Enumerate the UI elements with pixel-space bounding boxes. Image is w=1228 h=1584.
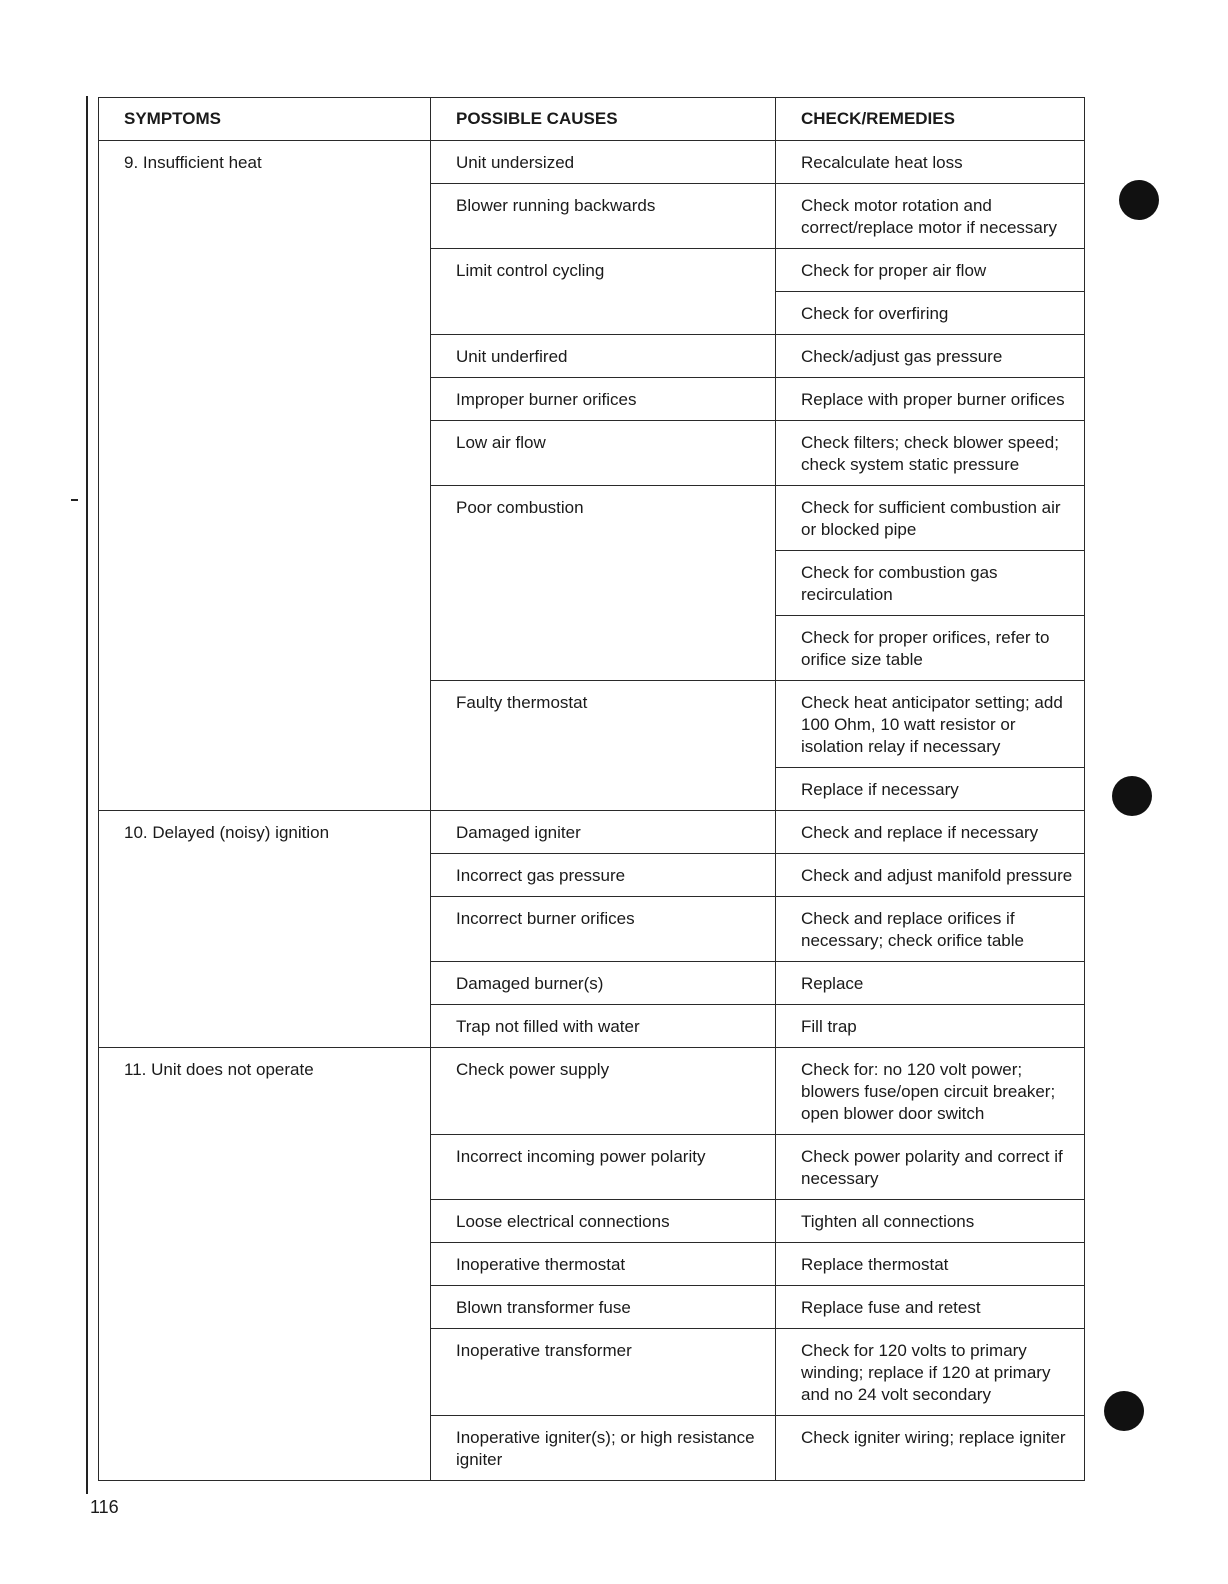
cause-cell: Blower running backwards	[431, 184, 776, 249]
binding-line	[86, 96, 88, 1494]
remedy-cell: Tighten all connections	[776, 1200, 1085, 1243]
cause-cell: Trap not filled with water	[431, 1005, 776, 1048]
troubleshooting-table	[98, 97, 1085, 1481]
punch-hole-top	[1119, 180, 1159, 220]
remedy-cell: Replace fuse and retest	[776, 1286, 1085, 1329]
remedy-cell: Check and adjust manifold pressure	[776, 854, 1085, 897]
remedy-cell: Check for sufficient combustion air or blocked pipe	[776, 486, 1085, 551]
cause-cell: Incorrect gas pressure	[431, 854, 776, 897]
cause-cell: Damaged burner(s)	[431, 962, 776, 1005]
header-symptoms: SYMPTOMS	[99, 98, 431, 141]
remedy-cell: Check heat anticipator setting; add 100 Ohm, 10 watt resistor or isolation relay if necessary	[776, 681, 1085, 768]
remedy-cell: Replace thermostat	[776, 1243, 1085, 1286]
remedy-cell: Check for combustion gas recirculation	[776, 551, 1085, 616]
cause-cell: Incorrect burner orifices	[431, 897, 776, 962]
cause-cell: Faulty thermostat	[431, 681, 776, 811]
symptom-cell: 11. Unit does not operate	[99, 1048, 431, 1481]
cause-cell: Damaged igniter	[431, 811, 776, 854]
remedy-cell: Check for overfiring	[776, 292, 1085, 335]
header-possible-causes: POSSIBLE CAUSES	[431, 98, 776, 141]
cause-cell: Inoperative igniter(s); or high resistance igniter	[431, 1416, 776, 1481]
remedy-cell: Check for 120 volts to primary winding; replace if 120 at primary and no 24 volt secondary	[776, 1329, 1085, 1416]
table-body	[99, 141, 1085, 1481]
cause-cell: Low air flow	[431, 421, 776, 486]
remedy-cell: Check filters; check blower speed; check system static pressure	[776, 421, 1085, 486]
remedy-cell: Check power polarity and correct if necessary	[776, 1135, 1085, 1200]
remedy-cell: Check for proper orifices, refer to orifice size table	[776, 616, 1085, 681]
remedy-cell: Replace	[776, 962, 1085, 1005]
remedy-cell: Check/adjust gas pressure	[776, 335, 1085, 378]
table-row	[99, 141, 1085, 184]
cause-cell: Inoperative transformer	[431, 1329, 776, 1416]
remedy-cell: Check and replace orifices if necessary; check orifice table	[776, 897, 1085, 962]
cause-cell: Limit control cycling	[431, 249, 776, 335]
remedy-cell: Replace with proper burner orifices	[776, 378, 1085, 421]
remedy-cell: Check for proper air flow	[776, 249, 1085, 292]
punch-hole-middle	[1112, 776, 1152, 816]
cause-cell: Improper burner orifices	[431, 378, 776, 421]
cause-cell: Unit undersized	[431, 141, 776, 184]
remedy-cell: Replace if necessary	[776, 768, 1085, 811]
cause-cell: Incorrect incoming power polarity	[431, 1135, 776, 1200]
cause-cell: Inoperative thermostat	[431, 1243, 776, 1286]
remedy-cell: Check for: no 120 volt power; blowers fuse/open circuit breaker; open blower door switch	[776, 1048, 1085, 1135]
cause-cell: Unit underfired	[431, 335, 776, 378]
cause-cell: Poor combustion	[431, 486, 776, 681]
punch-hole-bottom	[1104, 1391, 1144, 1431]
cause-cell: Loose electrical connections	[431, 1200, 776, 1243]
symptom-cell: 9. Insufficient heat	[99, 141, 431, 811]
table-row	[99, 811, 1085, 854]
symptom-cell: 10. Delayed (noisy) ignition	[99, 811, 431, 1048]
page-number: 116	[90, 1497, 119, 1517]
remedy-cell: Recalculate heat loss	[776, 141, 1085, 184]
remedy-cell: Fill trap	[776, 1005, 1085, 1048]
cause-cell: Blown transformer fuse	[431, 1286, 776, 1329]
header-check-remedies: CHECK/REMEDIES	[776, 98, 1085, 141]
remedy-cell: Check igniter wiring; replace igniter	[776, 1416, 1085, 1481]
margin-mark	[71, 499, 78, 501]
remedy-cell: Check and replace if necessary	[776, 811, 1085, 854]
header-row	[99, 98, 1085, 141]
cause-cell: Check power supply	[431, 1048, 776, 1135]
table-row	[99, 1048, 1085, 1135]
remedy-cell: Check motor rotation and correct/replace motor if necessary	[776, 184, 1085, 249]
